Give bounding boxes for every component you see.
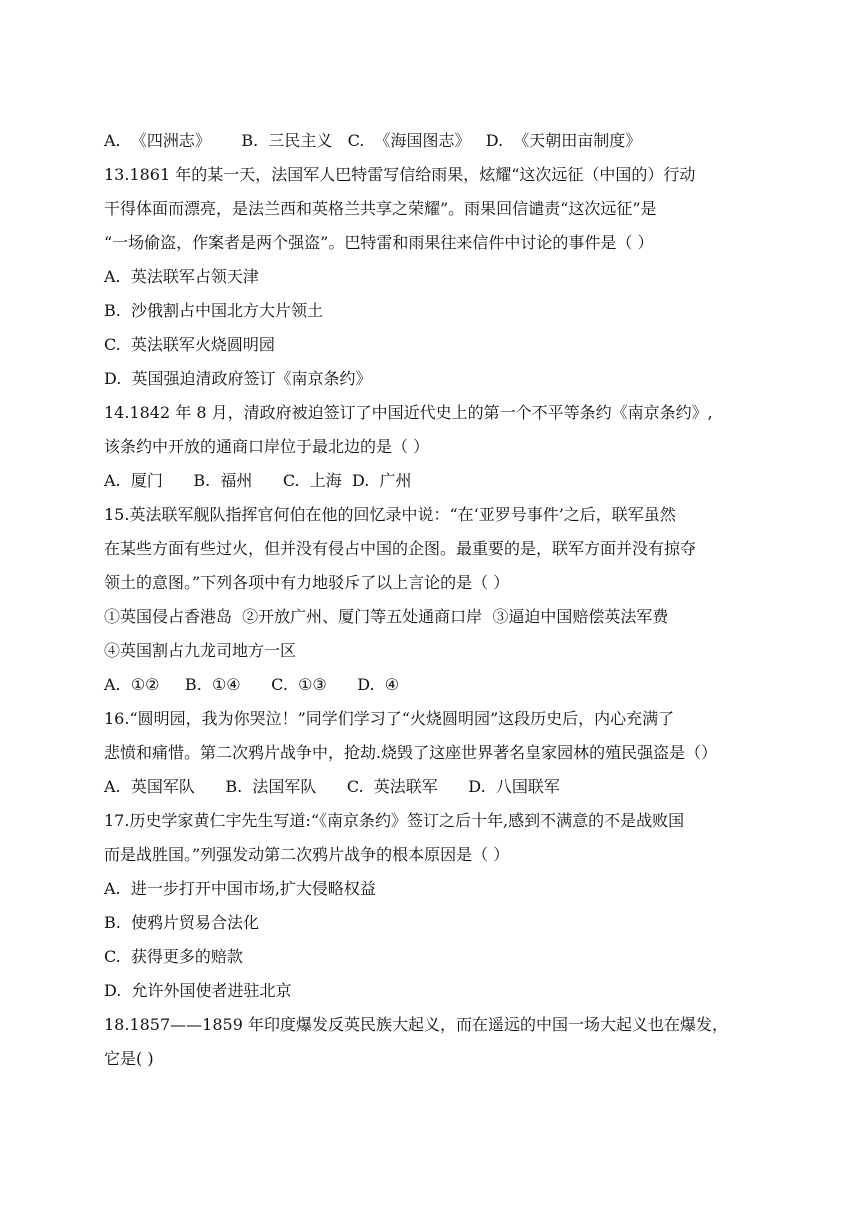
q18-stem-line-2: 它是( ): [104, 1049, 154, 1068]
q17-option-d: D. 允许外国使者进驻北京: [104, 981, 292, 1000]
q15-stem-line-1: 15.英法联军舰队指挥官何伯在他的回忆录中说：“在‘亚罗号事件’之后，联军虽然: [104, 505, 676, 524]
q17-option-a: A. 进一步打开中国市场,扩大侵略权益: [104, 879, 376, 898]
q15-options: A. ①② B. ①④ C. ①③ D. ④: [104, 675, 400, 694]
q17-stem-line-2: 而是战胜国。”列强发动第二次鸦片战争的根本原因是（ ）: [104, 845, 510, 864]
q18-stem-line-1: 18.1857——1859 年印度爆发反英民族大起义，而在遥远的中国一场大起义也在爆发，: [104, 1015, 728, 1034]
q14-options: A. 厦门 B. 福州 C. 上海 D. 广州: [104, 471, 412, 490]
q15-stem-line-2: 在某些方面有些过火，但并没有侵占中国的企图。最重要的是，联军方面并没有掠夺: [104, 539, 697, 558]
q13-option-a: A. 英法联军占领天津: [104, 267, 259, 286]
q17-stem-line-1: 17.历史学家黄仁宇先生写道:“《南京条约》签订之后十年,感到不满意的不是战败国: [104, 811, 685, 830]
q13-stem-line-3: “一场偷盗，作案者是两个强盗”。巴特雷和雨果往来信件中讨论的事件是（ ）: [104, 233, 654, 252]
q15-stem-line-3: 领土的意图。”下列各项中有力地驳斥了以上言论的是（ ）: [104, 573, 510, 592]
q13-stem-line-1: 13.1861 年的某一天，法国军人巴特雷写信给雨果，炫耀“这次远征（中国的）行动: [104, 165, 696, 184]
q13-option-b: B. 沙俄割占中国北方大片领土: [104, 301, 324, 320]
q16-stem-line-2: 悲愤和痛惜。第二次鸦片战争中，抢劫.烧毁了这座世界著名皇家园林的殖民强盗是（）: [104, 743, 718, 762]
q15-items-line-1: ①英国侵占香港岛 ②开放广州、厦门等五处通商口岸 ③逼迫中国赔偿英法军费: [104, 607, 669, 626]
q16-options: A. 英国军队 B. 法国军队 C. 英法联军 D. 八国联军: [104, 777, 560, 796]
q14-stem-line-2: 该条约中开放的通商口岸位于最北边的是（ ）: [104, 437, 430, 456]
q13-option-c: C. 英法联军火烧圆明园: [104, 335, 275, 354]
q17-option-c: C. 获得更多的赔款: [104, 947, 243, 966]
q13-stem-line-2: 干得体面而漂亮，是法兰西和英格兰共享之荣耀”。雨果回信谴责“这次远征”是: [104, 199, 657, 218]
q14-stem-line-1: 14.1842 年 8 月，清政府被迫签订了中国近代史上的第一个不平等条约《南京条约》,: [104, 403, 713, 422]
q12-options: A. 《四洲志》 B. 三民主义 C. 《海国图志》 D. 《天朝田亩制度》: [104, 131, 642, 150]
q17-option-b: B. 使鸦片贸易合法化: [104, 913, 260, 932]
q13-option-d: D. 英国强迫清政府签订《南京条约》: [104, 369, 372, 388]
q16-stem-line-1: 16.“圆明园，我为你哭泣！”同学们学习了“火烧圆明园”这段历史后，内心充满了: [104, 709, 675, 728]
q15-items-line-2: ④英国割占九龙司地方一区: [104, 641, 297, 660]
